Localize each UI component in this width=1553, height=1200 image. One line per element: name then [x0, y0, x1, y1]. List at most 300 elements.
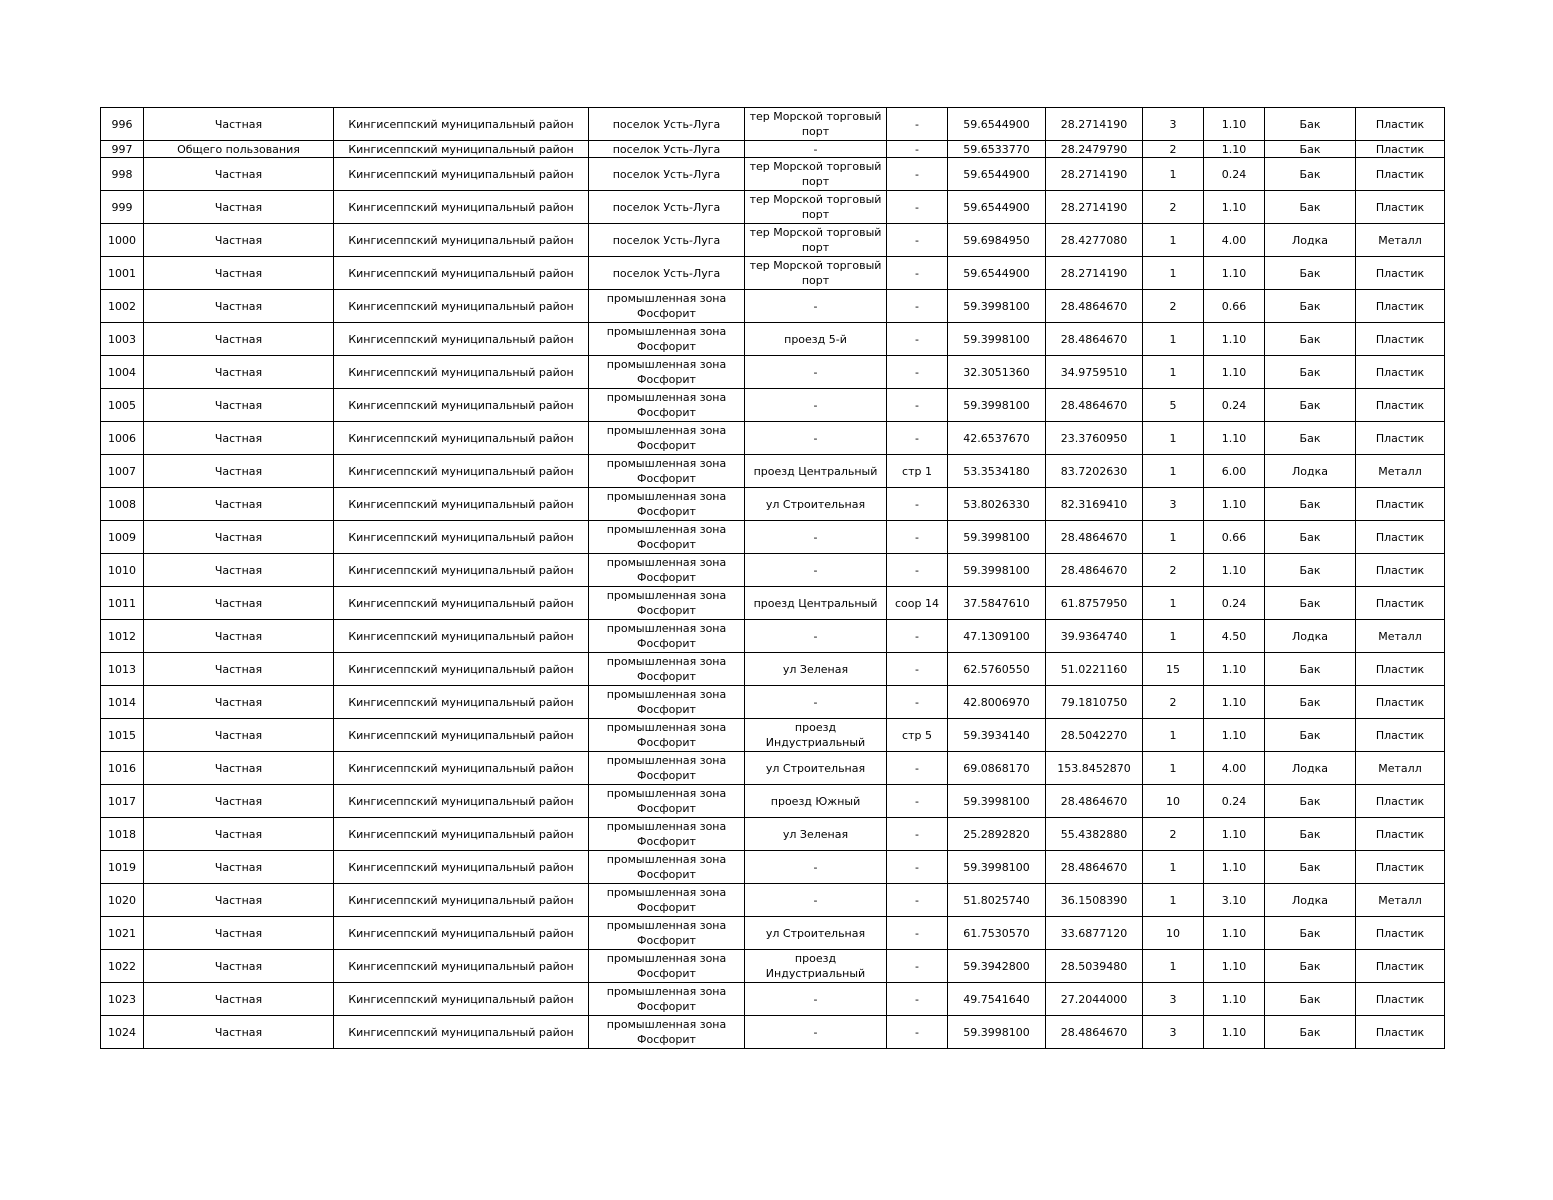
longitude-cell: 28.4864670: [1046, 851, 1143, 884]
street-cell: ул Строительная: [745, 917, 887, 950]
settlement-cell: промышленная зона Фосфорит: [589, 785, 745, 818]
ownership-cell: Частная: [144, 554, 334, 587]
ownership-cell: Частная: [144, 884, 334, 917]
longitude-cell: 28.4864670: [1046, 323, 1143, 356]
ownership-cell: Частная: [144, 983, 334, 1016]
container-type-cell: Бак: [1265, 108, 1356, 141]
latitude-cell: 59.6544900: [948, 158, 1046, 191]
ownership-cell: Частная: [144, 521, 334, 554]
district-cell: Кингисеппский муниципальный район: [334, 158, 589, 191]
row-number-cell: 1024: [101, 1016, 144, 1049]
settlement-cell: промышленная зона Фосфорит: [589, 917, 745, 950]
longitude-cell: 55.4382880: [1046, 818, 1143, 851]
latitude-cell: 42.8006970: [948, 686, 1046, 719]
container-volume-cell: 3.10: [1204, 884, 1265, 917]
building-cell: -: [887, 521, 948, 554]
container-count-cell: 1: [1143, 521, 1204, 554]
longitude-cell: 79.1810750: [1046, 686, 1143, 719]
longitude-cell: 28.4864670: [1046, 785, 1143, 818]
street-cell: тер Морской торговый порт: [745, 158, 887, 191]
container-type-cell: Бак: [1265, 422, 1356, 455]
row-number-cell: 1023: [101, 983, 144, 1016]
material-cell: Металл: [1356, 884, 1445, 917]
district-cell: Кингисеппский муниципальный район: [334, 1016, 589, 1049]
district-cell: Кингисеппский муниципальный район: [334, 884, 589, 917]
longitude-cell: 28.4864670: [1046, 290, 1143, 323]
container-volume-cell: 0.24: [1204, 785, 1265, 818]
table-row: [101, 422, 1445, 455]
street-cell: ул Строительная: [745, 752, 887, 785]
settlement-cell: промышленная зона Фосфорит: [589, 356, 745, 389]
longitude-cell: 28.4864670: [1046, 389, 1143, 422]
street-cell: проезд Индустриальный: [745, 719, 887, 752]
district-cell: Кингисеппский муниципальный район: [334, 818, 589, 851]
latitude-cell: 53.3534180: [948, 455, 1046, 488]
latitude-cell: 61.7530570: [948, 917, 1046, 950]
container-count-cell: 1: [1143, 455, 1204, 488]
building-cell: стр 5: [887, 719, 948, 752]
ownership-cell: Частная: [144, 158, 334, 191]
material-cell: Пластик: [1356, 851, 1445, 884]
container-volume-cell: 1.10: [1204, 818, 1265, 851]
row-number-cell: 1018: [101, 818, 144, 851]
settlement-cell: промышленная зона Фосфорит: [589, 653, 745, 686]
latitude-cell: 25.2892820: [948, 818, 1046, 851]
latitude-cell: 59.3998100: [948, 851, 1046, 884]
latitude-cell: 59.6533770: [948, 141, 1046, 158]
latitude-cell: 32.3051360: [948, 356, 1046, 389]
ownership-cell: Частная: [144, 851, 334, 884]
settlement-cell: поселок Усть-Луга: [589, 108, 745, 141]
container-type-cell: Лодка: [1265, 884, 1356, 917]
building-cell: -: [887, 785, 948, 818]
container-type-cell: Бак: [1265, 389, 1356, 422]
container-volume-cell: 1.10: [1204, 257, 1265, 290]
district-cell: Кингисеппский муниципальный район: [334, 191, 589, 224]
table-row: [101, 290, 1445, 323]
table-row: [101, 785, 1445, 818]
settlement-cell: промышленная зона Фосфорит: [589, 587, 745, 620]
building-cell: -: [887, 488, 948, 521]
container-volume-cell: 1.10: [1204, 191, 1265, 224]
material-cell: Пластик: [1356, 1016, 1445, 1049]
table-row: [101, 851, 1445, 884]
district-cell: Кингисеппский муниципальный район: [334, 108, 589, 141]
settlement-cell: поселок Усть-Луга: [589, 158, 745, 191]
building-cell: -: [887, 554, 948, 587]
building-cell: -: [887, 158, 948, 191]
ownership-cell: Частная: [144, 950, 334, 983]
container-count-cell: 3: [1143, 983, 1204, 1016]
building-cell: -: [887, 422, 948, 455]
container-volume-cell: 1.10: [1204, 851, 1265, 884]
container-count-cell: 1: [1143, 587, 1204, 620]
district-cell: Кингисеппский муниципальный район: [334, 620, 589, 653]
district-cell: Кингисеппский муниципальный район: [334, 686, 589, 719]
table-row: [101, 686, 1445, 719]
ownership-cell: Общего пользования: [144, 141, 334, 158]
building-cell: -: [887, 257, 948, 290]
longitude-cell: 36.1508390: [1046, 884, 1143, 917]
ownership-cell: Частная: [144, 1016, 334, 1049]
container-count-cell: 1: [1143, 620, 1204, 653]
ownership-cell: Частная: [144, 818, 334, 851]
ownership-cell: Частная: [144, 422, 334, 455]
material-cell: Пластик: [1356, 950, 1445, 983]
district-cell: Кингисеппский муниципальный район: [334, 950, 589, 983]
street-cell: -: [745, 884, 887, 917]
settlement-cell: промышленная зона Фосфорит: [589, 389, 745, 422]
ownership-cell: Частная: [144, 257, 334, 290]
district-cell: Кингисеппский муниципальный район: [334, 851, 589, 884]
container-type-cell: Лодка: [1265, 455, 1356, 488]
row-number-cell: 1009: [101, 521, 144, 554]
material-cell: Пластик: [1356, 323, 1445, 356]
container-type-cell: Бак: [1265, 983, 1356, 1016]
district-cell: Кингисеппский муниципальный район: [334, 521, 589, 554]
container-volume-cell: 1.10: [1204, 488, 1265, 521]
table-row: [101, 719, 1445, 752]
row-number-cell: 1021: [101, 917, 144, 950]
table-row: [101, 752, 1445, 785]
table-row: [101, 191, 1445, 224]
district-cell: Кингисеппский муниципальный район: [334, 323, 589, 356]
container-count-cell: 1: [1143, 719, 1204, 752]
street-cell: -: [745, 521, 887, 554]
container-volume-cell: 0.24: [1204, 587, 1265, 620]
material-cell: Пластик: [1356, 521, 1445, 554]
ownership-cell: Частная: [144, 620, 334, 653]
ownership-cell: Частная: [144, 752, 334, 785]
street-cell: проезд Центральный: [745, 455, 887, 488]
table-row: [101, 554, 1445, 587]
container-type-cell: Бак: [1265, 323, 1356, 356]
district-cell: Кингисеппский муниципальный район: [334, 917, 589, 950]
table-row: [101, 257, 1445, 290]
building-cell: -: [887, 323, 948, 356]
longitude-cell: 34.9759510: [1046, 356, 1143, 389]
container-type-cell: Бак: [1265, 785, 1356, 818]
district-cell: Кингисеппский муниципальный район: [334, 554, 589, 587]
ownership-cell: Частная: [144, 587, 334, 620]
longitude-cell: 28.2714190: [1046, 158, 1143, 191]
latitude-cell: 59.3998100: [948, 554, 1046, 587]
district-cell: Кингисеппский муниципальный район: [334, 785, 589, 818]
settlement-cell: промышленная зона Фосфорит: [589, 554, 745, 587]
container-volume-cell: 4.00: [1204, 224, 1265, 257]
building-cell: соор 14: [887, 587, 948, 620]
container-type-cell: Лодка: [1265, 620, 1356, 653]
ownership-cell: Частная: [144, 488, 334, 521]
building-cell: -: [887, 290, 948, 323]
container-type-cell: Бак: [1265, 950, 1356, 983]
building-cell: -: [887, 224, 948, 257]
row-number-cell: 996: [101, 108, 144, 141]
latitude-cell: 69.0868170: [948, 752, 1046, 785]
building-cell: -: [887, 752, 948, 785]
container-count-cell: 1: [1143, 158, 1204, 191]
container-count-cell: 1: [1143, 422, 1204, 455]
settlement-cell: промышленная зона Фосфорит: [589, 884, 745, 917]
material-cell: Пластик: [1356, 158, 1445, 191]
latitude-cell: 59.3934140: [948, 719, 1046, 752]
latitude-cell: 59.6544900: [948, 108, 1046, 141]
building-cell: -: [887, 917, 948, 950]
material-cell: Пластик: [1356, 785, 1445, 818]
settlement-cell: промышленная зона Фосфорит: [589, 521, 745, 554]
material-cell: Пластик: [1356, 653, 1445, 686]
latitude-cell: 59.3998100: [948, 389, 1046, 422]
container-type-cell: Бак: [1265, 141, 1356, 158]
container-volume-cell: 1.10: [1204, 422, 1265, 455]
container-volume-cell: 1.10: [1204, 323, 1265, 356]
longitude-cell: 28.2714190: [1046, 191, 1143, 224]
table-body: [101, 108, 1445, 1049]
container-count-cell: 2: [1143, 554, 1204, 587]
district-cell: Кингисеппский муниципальный район: [334, 356, 589, 389]
container-count-cell: 2: [1143, 290, 1204, 323]
ownership-cell: Частная: [144, 653, 334, 686]
container-count-cell: 10: [1143, 785, 1204, 818]
container-count-cell: 3: [1143, 1016, 1204, 1049]
building-cell: -: [887, 950, 948, 983]
building-cell: -: [887, 356, 948, 389]
container-volume-cell: 1.10: [1204, 950, 1265, 983]
container-volume-cell: 1.10: [1204, 108, 1265, 141]
container-count-cell: 1: [1143, 323, 1204, 356]
settlement-cell: промышленная зона Фосфорит: [589, 950, 745, 983]
ownership-cell: Частная: [144, 290, 334, 323]
material-cell: Пластик: [1356, 488, 1445, 521]
row-number-cell: 1019: [101, 851, 144, 884]
row-number-cell: 1016: [101, 752, 144, 785]
longitude-cell: 33.6877120: [1046, 917, 1143, 950]
settlement-cell: промышленная зона Фосфорит: [589, 323, 745, 356]
container-count-cell: 2: [1143, 141, 1204, 158]
table-row: [101, 653, 1445, 686]
row-number-cell: 998: [101, 158, 144, 191]
ownership-cell: Частная: [144, 686, 334, 719]
latitude-cell: 59.3998100: [948, 785, 1046, 818]
longitude-cell: 28.5042270: [1046, 719, 1143, 752]
container-volume-cell: 1.10: [1204, 653, 1265, 686]
street-cell: -: [745, 422, 887, 455]
longitude-cell: 83.7202630: [1046, 455, 1143, 488]
settlement-cell: поселок Усть-Луга: [589, 257, 745, 290]
material-cell: Пластик: [1356, 917, 1445, 950]
row-number-cell: 1008: [101, 488, 144, 521]
latitude-cell: 59.3942800: [948, 950, 1046, 983]
container-type-cell: Бак: [1265, 191, 1356, 224]
street-cell: -: [745, 1016, 887, 1049]
settlement-cell: промышленная зона Фосфорит: [589, 818, 745, 851]
row-number-cell: 1007: [101, 455, 144, 488]
material-cell: Металл: [1356, 752, 1445, 785]
latitude-cell: 51.8025740: [948, 884, 1046, 917]
container-type-cell: Бак: [1265, 554, 1356, 587]
table-row: [101, 356, 1445, 389]
row-number-cell: 1015: [101, 719, 144, 752]
ownership-cell: Частная: [144, 108, 334, 141]
table-row: [101, 141, 1445, 158]
container-count-cell: 5: [1143, 389, 1204, 422]
district-cell: Кингисеппский муниципальный район: [334, 389, 589, 422]
district-cell: Кингисеппский муниципальный район: [334, 422, 589, 455]
material-cell: Металл: [1356, 620, 1445, 653]
row-number-cell: 1004: [101, 356, 144, 389]
container-count-cell: 1: [1143, 356, 1204, 389]
row-number-cell: 1006: [101, 422, 144, 455]
settlement-cell: поселок Усть-Луга: [589, 224, 745, 257]
street-cell: ул Строительная: [745, 488, 887, 521]
building-cell: -: [887, 851, 948, 884]
row-number-cell: 1020: [101, 884, 144, 917]
row-number-cell: 1001: [101, 257, 144, 290]
settlement-cell: промышленная зона Фосфорит: [589, 422, 745, 455]
table-row: [101, 917, 1445, 950]
street-cell: -: [745, 620, 887, 653]
street-cell: проезд Центральный: [745, 587, 887, 620]
table-row: [101, 488, 1445, 521]
table-row: [101, 389, 1445, 422]
ownership-cell: Частная: [144, 191, 334, 224]
settlement-cell: промышленная зона Фосфорит: [589, 851, 745, 884]
container-type-cell: Бак: [1265, 818, 1356, 851]
district-cell: Кингисеппский муниципальный район: [334, 653, 589, 686]
material-cell: Пластик: [1356, 356, 1445, 389]
ownership-cell: Частная: [144, 389, 334, 422]
street-cell: проезд Индустриальный: [745, 950, 887, 983]
container-count-cell: 15: [1143, 653, 1204, 686]
street-cell: -: [745, 554, 887, 587]
container-volume-cell: 1.10: [1204, 554, 1265, 587]
district-cell: Кингисеппский муниципальный район: [334, 587, 589, 620]
container-count-cell: 3: [1143, 488, 1204, 521]
row-number-cell: 1002: [101, 290, 144, 323]
container-volume-cell: 6.00: [1204, 455, 1265, 488]
container-type-cell: Бак: [1265, 719, 1356, 752]
longitude-cell: 51.0221160: [1046, 653, 1143, 686]
longitude-cell: 39.9364740: [1046, 620, 1143, 653]
street-cell: ул Зеленая: [745, 818, 887, 851]
longitude-cell: 61.8757950: [1046, 587, 1143, 620]
material-cell: Пластик: [1356, 686, 1445, 719]
latitude-cell: 37.5847610: [948, 587, 1046, 620]
ownership-cell: Частная: [144, 455, 334, 488]
row-number-cell: 1022: [101, 950, 144, 983]
container-volume-cell: 0.24: [1204, 158, 1265, 191]
settlement-cell: промышленная зона Фосфорит: [589, 752, 745, 785]
district-cell: Кингисеппский муниципальный район: [334, 719, 589, 752]
container-type-cell: Бак: [1265, 290, 1356, 323]
street-cell: проезд 5-й: [745, 323, 887, 356]
material-cell: Пластик: [1356, 257, 1445, 290]
table-row: [101, 1016, 1445, 1049]
street-cell: ул Зеленая: [745, 653, 887, 686]
longitude-cell: 28.2479790: [1046, 141, 1143, 158]
table-row: [101, 587, 1445, 620]
row-number-cell: 1013: [101, 653, 144, 686]
table-row: [101, 950, 1445, 983]
latitude-cell: 53.8026330: [948, 488, 1046, 521]
row-number-cell: 999: [101, 191, 144, 224]
container-volume-cell: 0.66: [1204, 290, 1265, 323]
settlement-cell: промышленная зона Фосфорит: [589, 455, 745, 488]
district-cell: Кингисеппский муниципальный район: [334, 141, 589, 158]
building-cell: стр 1: [887, 455, 948, 488]
latitude-cell: 47.1309100: [948, 620, 1046, 653]
longitude-cell: 28.5039480: [1046, 950, 1143, 983]
container-count-cell: 10: [1143, 917, 1204, 950]
table-row: [101, 818, 1445, 851]
settlement-cell: промышленная зона Фосфорит: [589, 719, 745, 752]
street-cell: проезд Южный: [745, 785, 887, 818]
longitude-cell: 153.8452870: [1046, 752, 1143, 785]
material-cell: Пластик: [1356, 983, 1445, 1016]
material-cell: Пластик: [1356, 191, 1445, 224]
building-cell: -: [887, 141, 948, 158]
container-count-cell: 2: [1143, 818, 1204, 851]
street-cell: -: [745, 389, 887, 422]
street-cell: -: [745, 686, 887, 719]
material-cell: Пластик: [1356, 141, 1445, 158]
ownership-cell: Частная: [144, 785, 334, 818]
building-cell: -: [887, 686, 948, 719]
table-row: [101, 158, 1445, 191]
container-type-cell: Бак: [1265, 587, 1356, 620]
district-cell: Кингисеппский муниципальный район: [334, 488, 589, 521]
latitude-cell: 49.7541640: [948, 983, 1046, 1016]
street-cell: -: [745, 983, 887, 1016]
street-cell: -: [745, 356, 887, 389]
material-cell: Пластик: [1356, 818, 1445, 851]
container-volume-cell: 1.10: [1204, 686, 1265, 719]
table-row: [101, 983, 1445, 1016]
settlement-cell: промышленная зона Фосфорит: [589, 1016, 745, 1049]
street-cell: тер Морской торговый порт: [745, 257, 887, 290]
data-table: [100, 107, 1445, 1049]
material-cell: Металл: [1356, 455, 1445, 488]
row-number-cell: 1010: [101, 554, 144, 587]
material-cell: Пластик: [1356, 389, 1445, 422]
container-type-cell: Бак: [1265, 488, 1356, 521]
latitude-cell: 59.6544900: [948, 257, 1046, 290]
row-number-cell: 1012: [101, 620, 144, 653]
latitude-cell: 42.6537670: [948, 422, 1046, 455]
ownership-cell: Частная: [144, 917, 334, 950]
building-cell: -: [887, 389, 948, 422]
building-cell: -: [887, 653, 948, 686]
building-cell: -: [887, 108, 948, 141]
latitude-cell: 59.3998100: [948, 521, 1046, 554]
material-cell: Пластик: [1356, 422, 1445, 455]
material-cell: Пластик: [1356, 554, 1445, 587]
district-cell: Кингисеппский муниципальный район: [334, 983, 589, 1016]
container-type-cell: Бак: [1265, 686, 1356, 719]
settlement-cell: промышленная зона Фосфорит: [589, 686, 745, 719]
container-count-cell: 2: [1143, 686, 1204, 719]
table-row: [101, 323, 1445, 356]
latitude-cell: 59.3998100: [948, 1016, 1046, 1049]
container-volume-cell: 0.66: [1204, 521, 1265, 554]
row-number-cell: 1017: [101, 785, 144, 818]
district-cell: Кингисеппский муниципальный район: [334, 752, 589, 785]
container-count-cell: 1: [1143, 884, 1204, 917]
longitude-cell: 23.3760950: [1046, 422, 1143, 455]
street-cell: тер Морской торговый порт: [745, 224, 887, 257]
container-count-cell: 2: [1143, 191, 1204, 224]
settlement-cell: промышленная зона Фосфорит: [589, 290, 745, 323]
